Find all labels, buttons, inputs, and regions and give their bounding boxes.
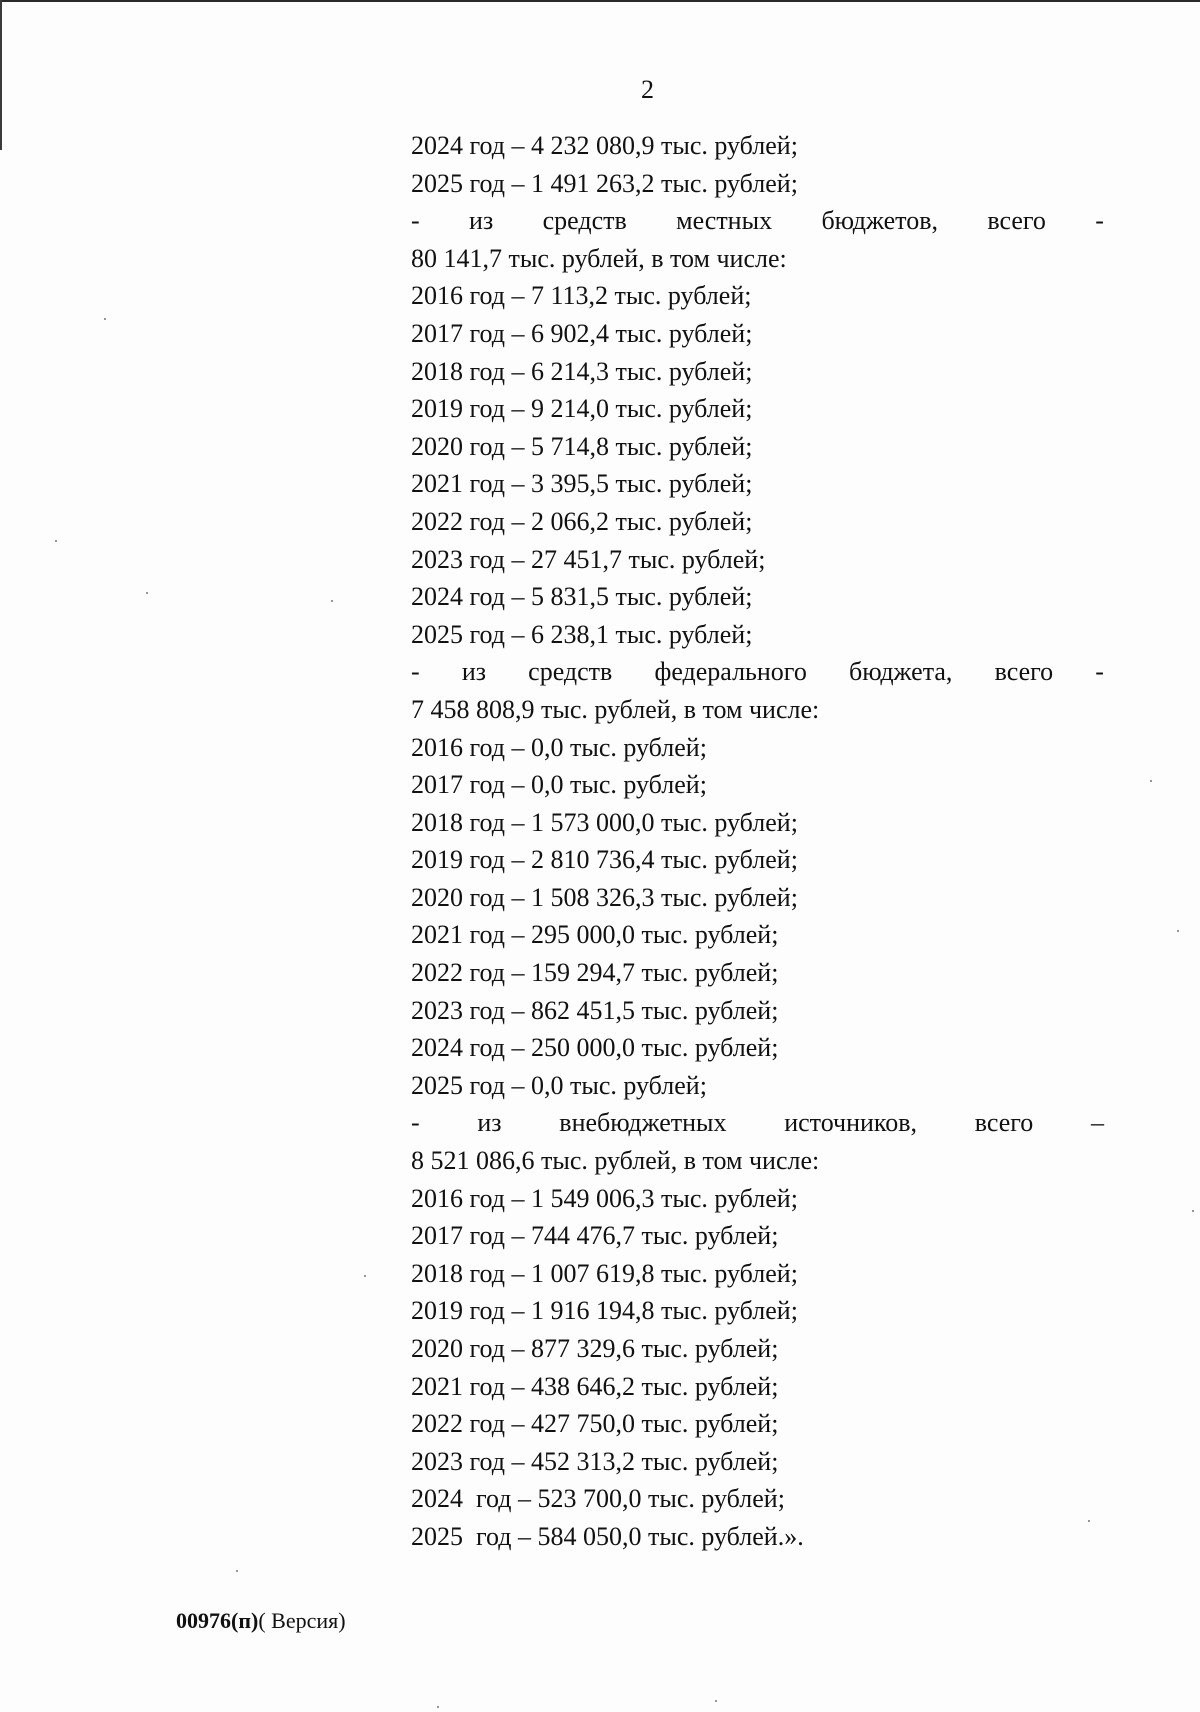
header-word: местных <box>676 206 773 236</box>
header-word: - <box>411 657 420 687</box>
scan-speck <box>1088 1520 1090 1522</box>
header-word: внебюджетных <box>559 1108 727 1138</box>
document-footer <box>176 1606 346 1636</box>
header-word: бюджета, <box>848 657 953 687</box>
year-line: 2022 год – 2 066,2 тыс. рублей; <box>411 506 753 536</box>
year-line: 2024 год – 523 700,0 тыс. рублей; <box>411 1484 785 1514</box>
year-line: 2016 год – 1 549 006,3 тыс. рублей; <box>411 1183 798 1213</box>
year-line: 2025 год – 584 050,0 тыс. рублей.». <box>411 1521 804 1551</box>
year-line: 2021 год – 295 000,0 тыс. рублей; <box>411 920 779 950</box>
year-line: 2023 год – 862 451,5 тыс. рублей; <box>411 995 779 1025</box>
year-line: 2019 год – 9 214,0 тыс. рублей; <box>411 394 753 424</box>
header-word: - <box>411 1108 420 1138</box>
scan-speck <box>104 318 106 320</box>
year-line: 2023 год – 452 313,2 тыс. рублей; <box>411 1446 779 1476</box>
year-line: 2020 год – 877 329,6 тыс. рублей; <box>411 1334 779 1363</box>
header-word: - <box>411 206 420 236</box>
header-word: из <box>469 206 494 236</box>
year-line: 2016 год – 7 113,2 тыс. рублей; <box>411 281 752 311</box>
scan-speck <box>364 1275 366 1277</box>
scan-speck <box>1177 930 1179 932</box>
section-federal-header <box>411 653 1104 691</box>
document-body <box>411 127 1104 1556</box>
scan-speck <box>331 600 333 602</box>
scan-speck <box>55 540 57 542</box>
header-word: – <box>1091 1108 1104 1138</box>
header-word: - <box>1095 657 1104 687</box>
page-number: 2 <box>641 75 654 104</box>
scan-top-border <box>0 0 1200 2</box>
year-line: 2025 год – 0,0 тыс. рублей; <box>411 1070 707 1100</box>
document-version: ( Версия) <box>258 1608 346 1633</box>
year-line: 2024 год – 5 831,5 тыс. рублей; <box>411 582 753 612</box>
year-line: 2025 год – 6 238,1 тыс. рублей; <box>411 619 753 649</box>
document-code: 00976(п) <box>176 1608 259 1633</box>
header-word: средств <box>542 206 627 236</box>
year-line: 2018 год – 6 214,3 тыс. рублей; <box>411 356 753 386</box>
scan-speck <box>146 592 148 594</box>
header-word: средств <box>528 657 613 687</box>
header-word: источников, <box>784 1108 918 1138</box>
year-line: 2019 год – 1 916 194,8 тыс. рублей; <box>411 1296 798 1326</box>
scan-speck <box>1192 1210 1194 1212</box>
scan-speck <box>236 1570 238 1572</box>
section-local-header <box>411 202 1104 240</box>
header-word: из <box>477 1108 502 1138</box>
year-line: 2020 год – 1 508 326,3 тыс. рублей; <box>411 882 798 912</box>
year-line: 2017 год – 0,0 тыс. рублей; <box>411 770 707 800</box>
header-word: всего <box>987 206 1046 236</box>
header-word: из <box>461 657 487 687</box>
text-line: 2025 год – 1 491 263,2 тыс. рублей; <box>411 168 798 198</box>
year-line: 2016 год – 0,0 тыс. рублей; <box>411 732 707 762</box>
year-line: 2021 год – 3 395,5 тыс. рублей; <box>411 469 753 499</box>
scan-speck <box>1150 780 1152 782</box>
year-line: 2017 год – 6 902,4 тыс. рублей; <box>411 318 753 348</box>
scan-speck <box>437 1706 439 1708</box>
header-word: бюджетов, <box>821 206 938 236</box>
year-line: 2023 год – 27 451,7 тыс. рублей; <box>411 544 766 574</box>
year-line: 2022 год – 427 750,0 тыс. рублей; <box>411 1409 779 1439</box>
header-word: всего <box>974 1108 1034 1138</box>
year-line: 2018 год – 1 007 619,8 тыс. рублей; <box>411 1258 798 1288</box>
header-word: - <box>1095 206 1104 236</box>
year-line: 2019 год – 2 810 736,4 тыс. рублей; <box>411 845 798 875</box>
year-line: 2018 год – 1 573 000,0 тыс. рублей; <box>411 807 798 837</box>
year-line: 2021 год – 438 646,2 тыс. рублей; <box>411 1371 779 1401</box>
year-line: 2017 год – 744 476,7 тыс. рублей; <box>411 1221 779 1251</box>
section-local-total: 80 141,7 тыс. рублей, в том числе: <box>411 243 787 273</box>
year-line: 2020 год – 5 714,8 тыс. рублей; <box>411 431 753 461</box>
section-federal-total: 7 458 808,9 тыс. рублей, в том числе: <box>411 694 820 724</box>
header-word: федерального <box>654 657 807 687</box>
year-line: 2022 год – 159 294,7 тыс. рублей; <box>411 958 779 988</box>
header-word: всего <box>994 657 1054 687</box>
section-extrabudget-total: 8 521 086,6 тыс. рублей, в том числе: <box>411 1146 820 1176</box>
scan-speck <box>715 1700 717 1702</box>
text-line: 2024 год – 4 232 080,9 тыс. рублей; <box>411 131 798 160</box>
section-extrabudget-header <box>411 1104 1104 1142</box>
year-line: 2024 год – 250 000,0 тыс. рублей; <box>411 1033 779 1063</box>
